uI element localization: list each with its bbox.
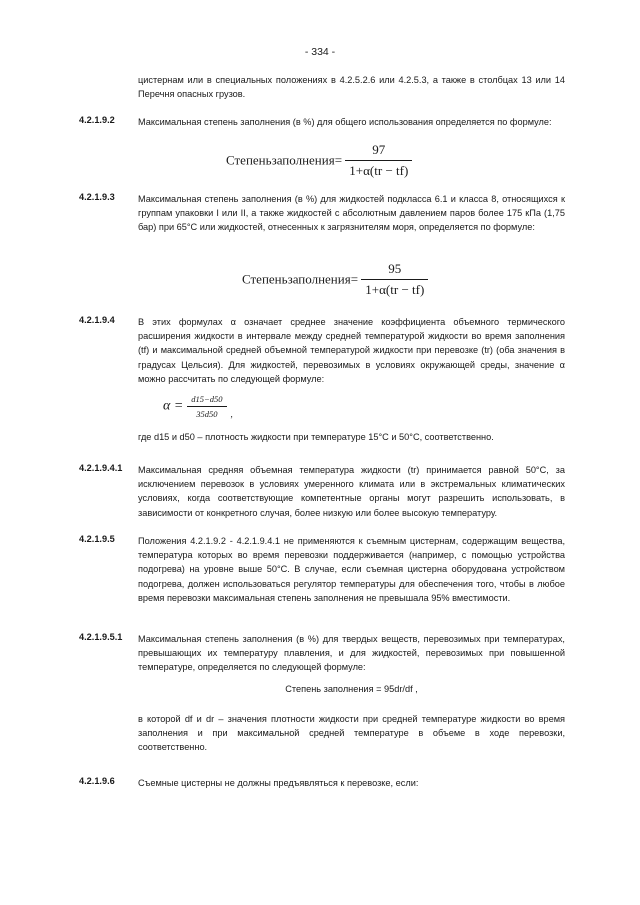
formula-fraction: [361, 261, 428, 298]
section-text: В этих формулах α означает среднее значение коэффициента объемного термического расширения жидкости в интервале между средней температурой жидкости во время заполнения (tf) и максимальной средней объемной температурой жидкости при перевозке (tr) (оба значения в градусах Цельсия). Для жидкостей, перевозимых в условиях окружающей среды, значение α можно рассчитать по следующей формуле:: [138, 317, 565, 384]
alpha-fraction: [187, 394, 226, 419]
section-text: Максимальная средняя объемная температура жидкости (tr) принимается равной 50°C, за исключением перевозок в условиях умеренного климата или в экстремальных климатических условиях, когда соответствующие компетентные органы могут разрешить использовать, в зависимости от конкретного случая, более низкую или более высокую температуру.: [138, 465, 565, 518]
section-number: 4.2.1.9.5: [79, 534, 115, 544]
alpha-formula: [163, 394, 233, 419]
section-number: 4.2.1.9.2: [79, 115, 115, 125]
section-number: 4.2.1.9.4: [79, 315, 115, 325]
alpha-numerator: d15−d50: [187, 394, 226, 407]
alpha-denominator: 35d50: [196, 409, 218, 419]
formula-label: Степеньзаполнения=: [226, 152, 343, 168]
section-text: Положения 4.2.1.9.2 - 4.2.1.9.4.1 не применяются к съемным цистернам, содержащим вещества, температура которых во время перевозки поддерживается (например, с помощью устройства подогрева) на уровне выше 50°C. В случае, если съемная цистерна оборудована устройством подогрева, должен использоваться регулятор температуры для обеспечения того, чтобы в любое время перевозки максимальная степень заполнения не превышала 95% вместимости.: [138, 536, 565, 603]
formula-numerator: 97: [345, 142, 412, 161]
alpha-symbol: α =: [163, 398, 184, 414]
formula-label: Степеньзаполнения=: [242, 271, 359, 287]
section-text: Максимальная степень заполнения (в %) для общего использования определяется по формуле:: [138, 117, 552, 127]
section-number: 4.2.1.9.5.1: [79, 632, 123, 642]
alpha-suffix: ,: [230, 409, 233, 419]
density-definition: в которой df и dr – значения плотности жидкости при средней температуре жидкости во время заполнения и при максимальной средней температуре в объеме в ходе перевозки, соответственно.: [138, 714, 565, 753]
section-text: Максимальная степень заполнения (в %) для жидкостей подкласса 6.1 и класса 8, относящихся к группам упаковки I или II, а также жидкостей с абсолютным давлением паров более 175 кПа (1,75 бар) при 65°C или жидкостей, отнесенных к загрязнителям моря, определяется по формуле:: [138, 194, 565, 233]
section-number: 4.2.1.9.3: [79, 192, 115, 202]
formula-denominator: 1+α(tr − tf): [349, 163, 409, 178]
fill-formula-95: [242, 261, 428, 298]
page-number: - 334 -: [304, 46, 336, 58]
section-text: Съемные цистерны не должны предъявляться к перевозке, если:: [138, 778, 419, 788]
intro-text: цистернам или в специальных положениях в 4.2.5.2.6 или 4.2.5.3, а также в столбцах 13 или 14 Перечня опасных грузов.: [138, 75, 565, 100]
density-definition: где d15 и d50 – плотность жидкости при температуре 15°C и 50°C, соответственно.: [138, 432, 494, 442]
formula-fraction: [345, 142, 412, 179]
section-number: 4.2.1.9.4.1: [79, 463, 123, 473]
formula-numerator: 95: [361, 261, 428, 280]
section-text: Максимальная степень заполнения (в %) для твердых веществ, перевозимых при температурах, превышающих их температуру плавления, и для жидкостей, перевозимых при повышенной температуре, определяется по следующей формуле:: [138, 634, 565, 673]
formula-denominator: 1+α(tr − tf): [365, 282, 425, 297]
section-number: 4.2.1.9.6: [79, 776, 115, 786]
fill-formula-95-ratio: Степень заполнения = 95dr/df ,: [285, 684, 418, 694]
fill-formula-97: [226, 142, 412, 179]
